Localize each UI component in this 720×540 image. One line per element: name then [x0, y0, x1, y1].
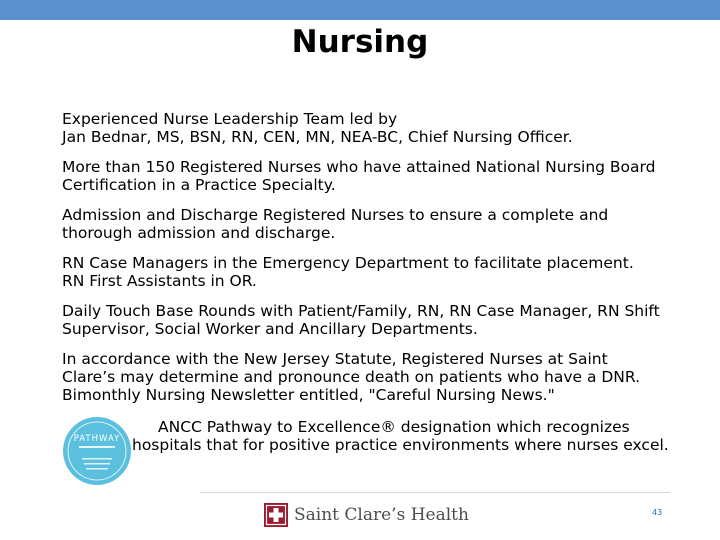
cross-logo-icon	[264, 503, 288, 527]
paragraph-line: Clare’s may determine and pronounce death on patients who have a DNR.	[62, 368, 641, 386]
page-number: 43	[652, 508, 663, 517]
paragraph-statute	[62, 350, 682, 404]
paragraph-rounds	[62, 302, 682, 338]
paragraph-line: Bimonthly Nursing Newsletter entitled, "Careful Nursing News."	[62, 386, 555, 404]
ancc-line: hospitals that for positive practice environments where nurses excel.	[132, 436, 669, 454]
paragraph-line: Certification in a Practice Specialty.	[62, 176, 336, 194]
ancc-description	[62, 418, 669, 454]
paragraph-line: Jan Bednar, MS, BSN, RN, CEN, MN, NEA-BC, Chief Nursing Officer.	[62, 128, 573, 146]
paragraph-leadership	[62, 110, 682, 146]
paragraph-line: In accordance with the New Jersey Statute, Registered Nurses at Saint	[62, 350, 608, 368]
slide-body	[62, 110, 682, 416]
paragraph-line: Admission and Discharge Registered Nurses to ensure a complete and	[62, 206, 609, 224]
paragraph-line: Supervisor, Social Worker and Ancillary Departments.	[62, 320, 478, 338]
paragraph-line: RN First Assistants in OR.	[62, 272, 257, 290]
paragraph-line: Daily Touch Base Rounds with Patient/Family, RN, RN Case Manager, RN Shift	[62, 302, 660, 320]
paragraph-line: Experienced Nurse Leadership Team led by	[62, 110, 398, 128]
top-accent-bar	[0, 0, 720, 20]
ancc-section	[62, 416, 672, 496]
paragraph-case-managers	[62, 254, 682, 290]
paragraph-admission	[62, 206, 682, 242]
paragraph-certification	[62, 158, 682, 194]
brand-name: Saint Clare’s Health	[294, 505, 469, 525]
slide-title: Nursing	[0, 20, 720, 64]
footer-divider	[200, 492, 670, 493]
paragraph-line: More than 150 Registered Nurses who have attained National Nursing Board	[62, 158, 656, 176]
badge-text: PATHWAY	[73, 434, 121, 444]
paragraph-line: RN Case Managers in the Emergency Department to facilitate placement.	[62, 254, 634, 272]
ancc-line: ANCC Pathway to Excellence® designation which recognizes	[158, 418, 630, 436]
footer-logo	[264, 503, 469, 527]
paragraph-line: thorough admission and discharge.	[62, 224, 336, 242]
